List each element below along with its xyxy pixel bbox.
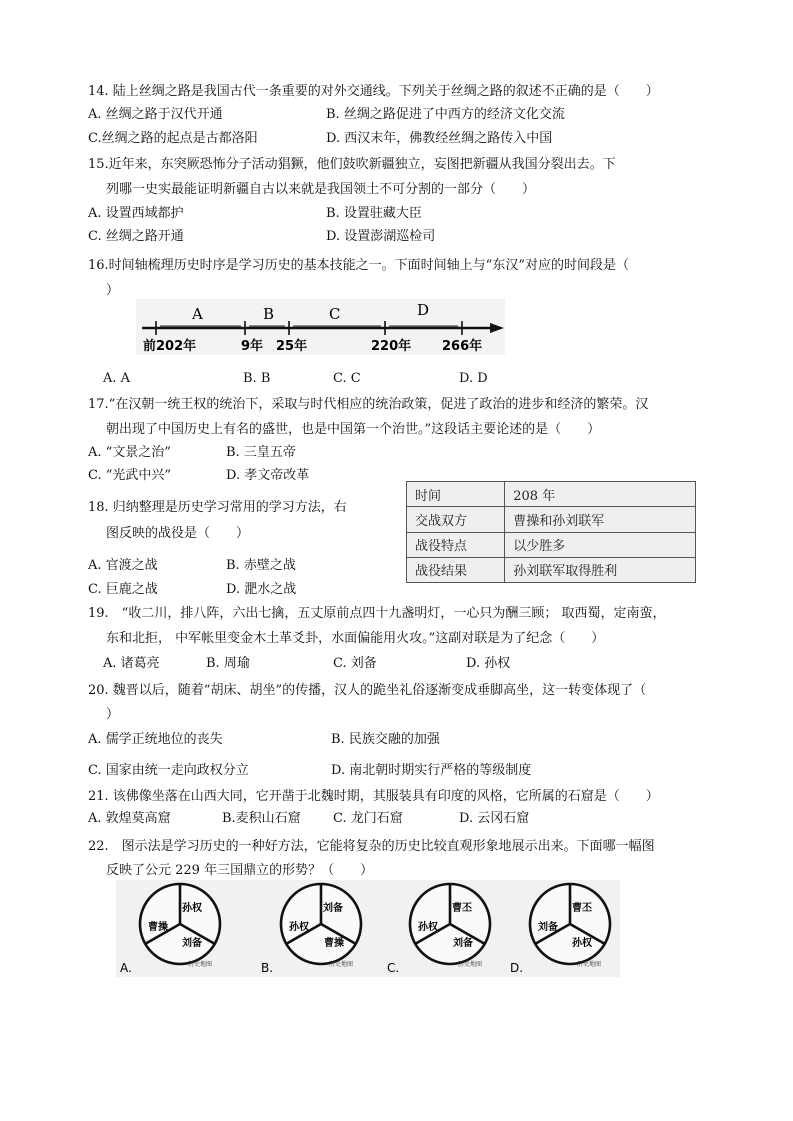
table-cell: 时间 xyxy=(407,482,505,507)
q14-option-c[interactable]: C.丝绸之路的起点是古都洛阳 xyxy=(88,131,258,146)
q18-option-a[interactable]: A. 官渡之战 xyxy=(88,558,158,573)
q18-stem-line1: 18. 归纳整理是历史学习常用的学习方法，右 xyxy=(88,500,347,515)
q21-option-c[interactable]: C. 龙门石窟 xyxy=(333,811,403,826)
pie-a-label-left: 曹操 xyxy=(148,922,168,933)
q17-stem-line1: 17.“在汉朝一统王权的统治下，采取与时代相应的统治政策，促进了政治的进步和经济的繁荣。汉 xyxy=(88,397,649,412)
q22-stem-line1: 22. 图示法是学习历史的一种好方法，它能将复杂的历史比较直观形象地展示出来。下面哪一幅图 xyxy=(88,839,655,854)
q20-option-d[interactable]: D. 南北朝时期实行严格的等级制度 xyxy=(331,763,532,778)
q14-stem: 14. 陆上丝绸之路是我国古代一条重要的对外交通线。下列关于丝绸之路的叙述不正确的是（ ） xyxy=(88,84,659,99)
table-cell: 208 年 xyxy=(505,482,696,507)
q16-option-b[interactable]: B. B xyxy=(243,371,271,386)
table-row xyxy=(407,557,696,582)
q19-option-c[interactable]: C. 刘备 xyxy=(333,656,377,671)
q22-stem-line2: 反映了公元 229 年三国鼎立的形势？（ ） xyxy=(106,863,374,878)
tick-label-1: 前202年 xyxy=(143,339,197,354)
pie-a-letter: A. xyxy=(120,961,132,975)
pie-a-label-bottom: 刘备 xyxy=(182,938,202,949)
q18-option-b[interactable]: B. 赤壁之战 xyxy=(226,558,296,573)
q15-option-c[interactable]: C. 丝绸之路开通 xyxy=(88,229,184,244)
q16-timeline-svg xyxy=(136,299,505,355)
segment-label-b: B xyxy=(263,305,275,323)
q16-stem-line1: 16.时间轴梳理历史时序是学习历史的基本技能之一。下面时间轴上与“东汉”对应的时间段是（ xyxy=(88,258,629,273)
q15-stem-line2: 列哪一史实最能证明新疆自古以来就是我国领土不可分割的一部分（ ） xyxy=(106,182,536,197)
pie-c-label-top: 曹丕 xyxy=(452,903,472,914)
q18-option-d[interactable]: D. 淝水之战 xyxy=(226,582,297,597)
q15-option-a[interactable]: A. 设置西域都护 xyxy=(88,206,184,221)
q20-stem-line2: ） xyxy=(106,707,120,722)
pie-d[interactable] xyxy=(510,884,610,975)
pie-d-label-bottom: 孙权 xyxy=(572,938,592,949)
tick-label-2: 9年 xyxy=(241,339,264,354)
tick-label-5: 266年 xyxy=(442,339,483,354)
segment-label-c: C xyxy=(329,305,341,323)
q15-option-d[interactable]: D. 设置澎湖巡检司 xyxy=(326,229,436,244)
pie-c[interactable] xyxy=(387,884,490,975)
table-cell: 战役结果 xyxy=(407,557,505,582)
tick-label-3: 25年 xyxy=(276,339,308,354)
table-row xyxy=(407,482,696,507)
q17-option-d[interactable]: D. 孝文帝改革 xyxy=(226,468,310,483)
q19-stem-line2: 东和北拒， 中军帐里变金木土革爻卦，水面偏能用火攻。”这副对联是为了纪念（ ） xyxy=(106,631,605,646)
q19-option-a[interactable]: A. 诸葛亮 xyxy=(103,656,160,671)
pie-c-label-bottom: 刘备 xyxy=(453,938,473,949)
q14-option-b[interactable]: B. 丝绸之路促进了中西方的经济文化交流 xyxy=(326,107,565,122)
q16-option-c[interactable]: C. C xyxy=(333,371,361,386)
table-cell: 孙刘联军取得胜利 xyxy=(505,557,696,582)
pie-d-label-top: 曹丕 xyxy=(572,903,592,914)
q19-option-d[interactable]: D. 孙权 xyxy=(466,656,511,671)
q21-option-b[interactable]: B.麦积山石窟 xyxy=(222,811,301,826)
pie-b-letter: B. xyxy=(261,961,274,975)
segment-label-a: A xyxy=(192,305,203,323)
q15-stem-line1: 15.近年来，东突厥恐怖分子活动猖獗，他们鼓吹新疆独立，妄图把新疆从我国分裂出去。下 xyxy=(88,157,616,172)
pie-a[interactable] xyxy=(120,884,220,975)
pie-c-letter: C. xyxy=(387,961,400,975)
q14-option-d[interactable]: D. 西汉末年，佛教经丝绸之路传入中国 xyxy=(326,131,553,146)
q19-stem-line1: 19. “收二川，排八阵，六出七擒，五丈原前点四十九盏明灯，一心只为酬三顾； 取西蜀，定南蛮， xyxy=(88,606,666,621)
q20-stem-line1: 20. 魏晋以后，随着“胡床、胡坐”的传播，汉人的跪坐礼俗逐渐变成垂脚高坐，这一转变体现了（ xyxy=(88,683,647,698)
table-cell: 交战双方 xyxy=(407,507,505,532)
q16-stem-line2: ） xyxy=(106,283,120,298)
q18-battle-table xyxy=(406,481,696,583)
q21-option-d[interactable]: D. 云冈石窟 xyxy=(459,811,530,826)
table-row xyxy=(407,532,696,557)
pie-b-label-bottom: 曹操 xyxy=(324,938,344,949)
table-cell: 以少胜多 xyxy=(505,532,696,557)
q21-stem: 21. 该佛像坐落在山西大同，它开凿于北魏时期，其服装具有印度的风格，它所属的石窟是（ ） xyxy=(88,789,659,804)
q20-option-c[interactable]: C. 国家由统一走向政权分立 xyxy=(88,763,249,778)
timeline-arrowhead xyxy=(490,323,504,333)
q16-option-a[interactable]: A. A xyxy=(103,371,131,386)
q17-stem-line2: 朝出现了中国历史上有名的盛世，也是中国第一个治世。”这段话主要论述的是（ ） xyxy=(106,422,601,437)
segment-label-d: D xyxy=(417,301,430,319)
q20-option-b[interactable]: B. 民族交融的加强 xyxy=(331,732,440,747)
q17-option-b[interactable]: B. 三皇五帝 xyxy=(226,445,296,460)
table-cell: 曹操和孙刘联军 xyxy=(505,507,696,532)
pie-b-label-top: 刘备 xyxy=(323,903,343,914)
q15-option-b[interactable]: B. 设置驻藏大臣 xyxy=(326,206,422,221)
pie-b-caption: 历史地图 xyxy=(329,961,354,968)
q22-pie-svg xyxy=(116,880,620,977)
q21-option-a[interactable]: A. 敦煌莫高窟 xyxy=(88,811,171,826)
pie-d-caption: 历史地图 xyxy=(577,961,602,968)
q22-pie-figure xyxy=(116,880,620,977)
q20-option-a[interactable]: A. 儒学正统地位的丧失 xyxy=(88,732,223,747)
q18-stem-line2: 图反映的战役是（ ） xyxy=(106,526,250,541)
q18-battle-table-figure xyxy=(406,481,696,583)
q17-option-a[interactable]: A. “文景之治” xyxy=(88,445,171,460)
pie-a-caption: 历史地图 xyxy=(188,961,213,968)
table-cell: 战役特点 xyxy=(407,532,505,557)
pie-d-label-left: 刘备 xyxy=(538,922,558,933)
q19-option-b[interactable]: B. 周瑜 xyxy=(206,656,250,671)
q14-option-a[interactable]: A. 丝绸之路于汉代开通 xyxy=(88,107,223,122)
pie-a-label-top: 孙权 xyxy=(182,903,202,914)
q16-option-d[interactable]: D. D xyxy=(459,371,488,386)
q16-timeline-figure xyxy=(136,299,505,355)
q18-option-c[interactable]: C. 巨鹿之战 xyxy=(88,582,158,597)
pie-b-label-left: 孙权 xyxy=(289,922,309,933)
q17-option-c[interactable]: C. “光武中兴” xyxy=(88,468,172,483)
tick-label-4: 220年 xyxy=(371,339,412,354)
pie-c-caption: 历史地图 xyxy=(458,961,483,968)
pie-c-label-left: 孙权 xyxy=(418,922,438,933)
pie-b[interactable] xyxy=(261,884,361,975)
pie-d-letter: D. xyxy=(510,961,524,975)
table-row xyxy=(407,507,696,532)
